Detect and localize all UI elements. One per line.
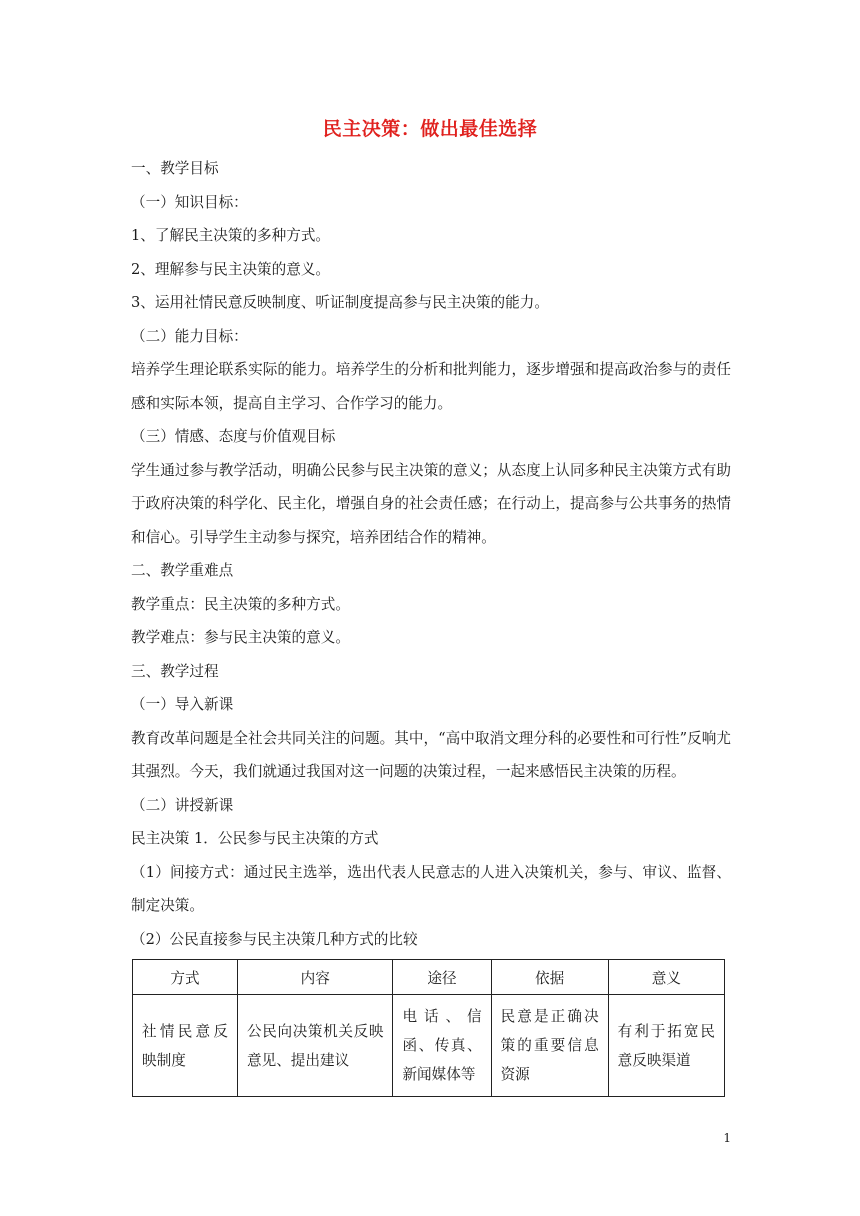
page-number: 1 — [723, 1131, 731, 1145]
section-heading: 一、教学目标 — [131, 160, 219, 177]
table-cell: 民意是正确决策的重要信息资源 — [491, 995, 608, 1097]
table-header-cell: 意义 — [608, 960, 724, 995]
section-heading: 三、教学过程 — [131, 662, 219, 680]
paragraph: 教育改革问题是全社会共同关注的问题。其中，“高中取消文理分科的必要性和可行性”反响尤其强烈。今天，我们就通过我国对这一问题的决策过程，一起来感悟民主决策的历程。 — [131, 729, 731, 780]
document-body — [131, 152, 731, 956]
subsection-heading: （三）情感、态度与价值观目标 — [131, 428, 336, 445]
table-cell: 电话、信函、传真、新闻媒体等 — [393, 995, 491, 1097]
table-header-cell: 依据 — [491, 960, 608, 995]
table-header-cell: 内容 — [238, 960, 393, 995]
paragraph: 教学重点：民主决策的多种方式。 — [131, 595, 350, 613]
document-title: 民主决策：做出最佳选择 — [322, 118, 538, 140]
subsection-heading: （一）导入新课 — [131, 696, 234, 713]
paragraph: 教学难点：参与民主决策的意义。 — [131, 629, 350, 646]
paragraph: （1）间接方式：通过民主选举，选出代表人民意志的人进入决策机关，参与、审议、监督、制定决策。 — [131, 863, 731, 914]
table-row — [133, 995, 725, 1097]
paragraph: 培养学生理论联系实际的能力。培养学生的分析和批判能力，逐步增强和提高政治参与的责任感和实际本领，提高自主学习、合作学习的能力。 — [131, 361, 731, 412]
table-cell: 公民向决策机关反映意见、提出建议 — [238, 995, 393, 1097]
subsection-heading: （二）能力目标： — [131, 327, 248, 345]
subsection-heading: （二）讲授新课 — [131, 796, 234, 814]
subsection-heading: （一）知识目标： — [131, 193, 248, 211]
paragraph: 民主决策 1．公民参与民主决策的方式 — [131, 830, 379, 847]
comparison-table — [132, 959, 725, 1097]
paragraph: （2）公民直接参与民主决策几种方式的比较 — [131, 930, 418, 948]
table-cell: 有利于拓宽民意反映渠道 — [608, 995, 724, 1097]
table-header-row — [133, 960, 725, 995]
paragraph: 学生通过参与教学活动，明确公民参与民主决策的意义；从态度上认同多种民主决策方式有助于政府决策的科学化、民主化，增强自身的社会责任感；在行动上，提高参与公共事务的热情和信心。引导学生主动参与探究，培养团结合作的精神。 — [131, 461, 731, 546]
table-header-cell: 方式 — [133, 960, 238, 995]
section-heading: 二、教学重难点 — [131, 562, 234, 579]
list-item: 1、了解民主决策的多种方式。 — [131, 227, 331, 244]
list-item: 3、运用社情民意反映制度、听证制度提高参与民主决策的能力。 — [131, 294, 549, 311]
list-item: 2、理解参与民主决策的意义。 — [131, 260, 331, 278]
table-cell: 社情民意反映制度 — [133, 995, 238, 1097]
table-header-cell: 途径 — [393, 960, 491, 995]
